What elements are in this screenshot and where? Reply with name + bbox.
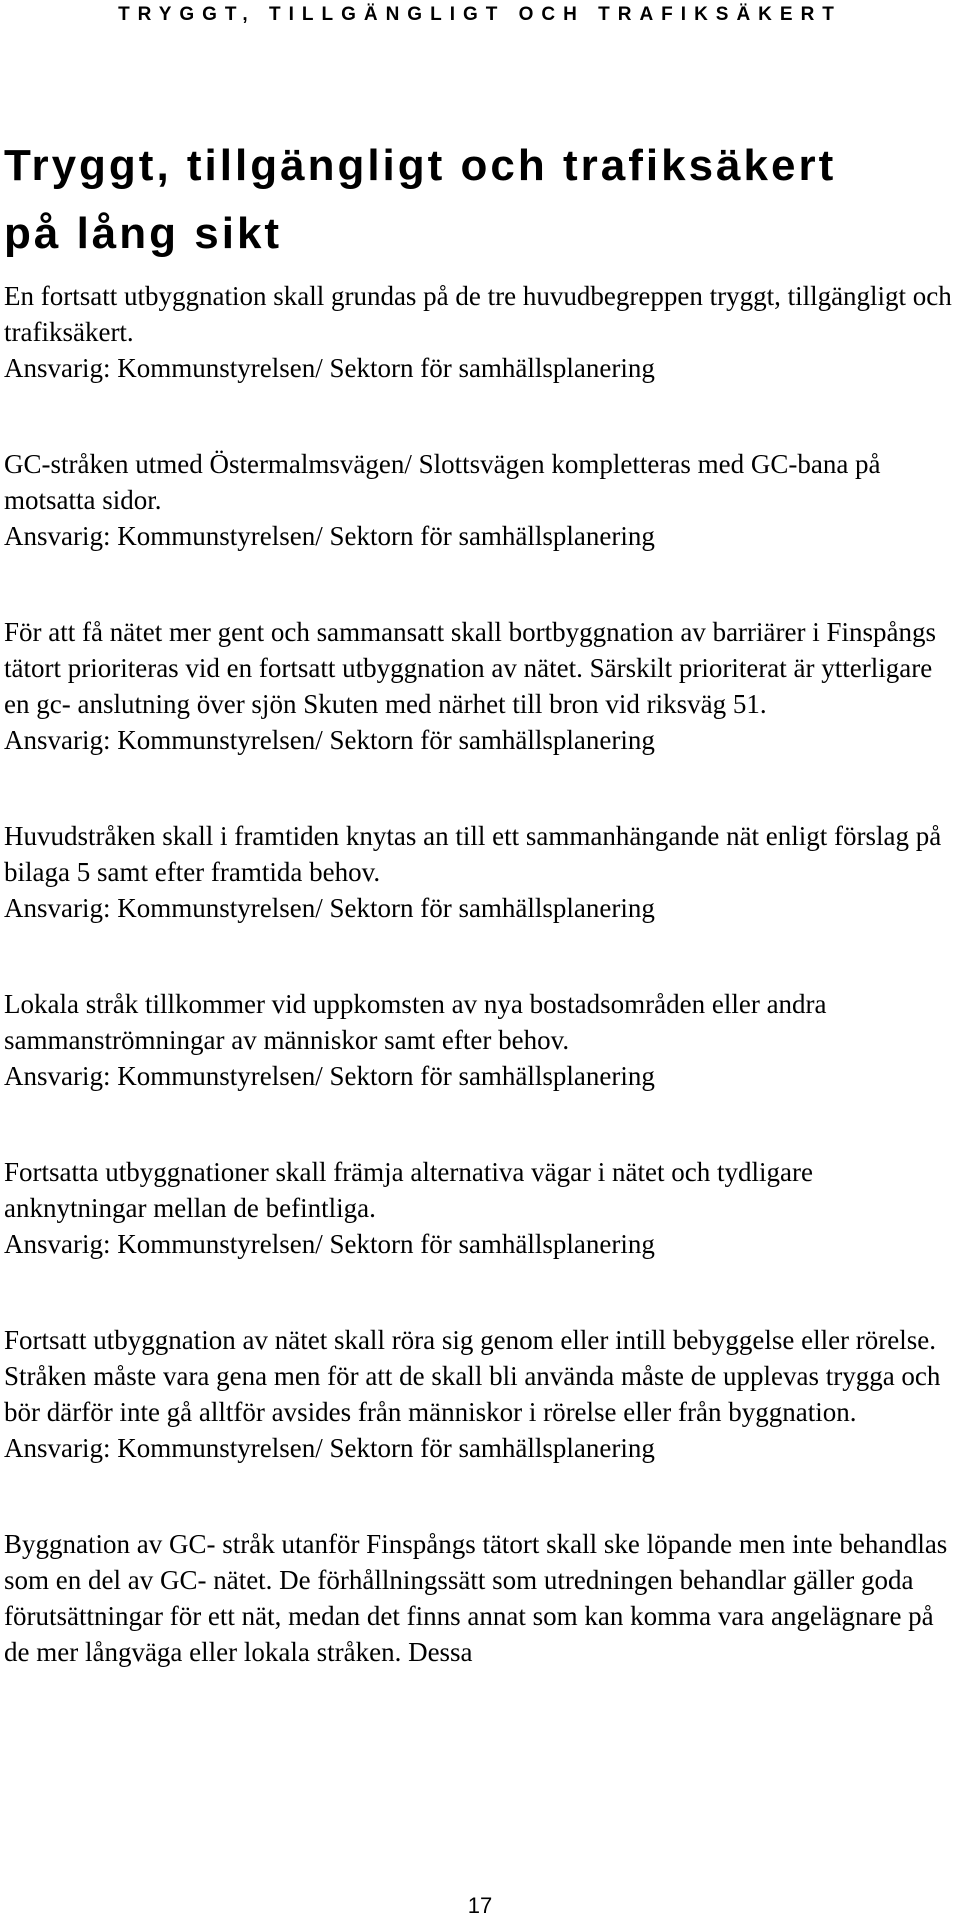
paragraph-block: [4, 986, 956, 1094]
paragraph-block: [4, 614, 956, 758]
paragraph-block: [4, 1154, 956, 1262]
paragraph-block: [4, 1322, 956, 1466]
responsible-line: Ansvarig: Kommunstyrelsen/ Sektorn för samhällsplanering: [4, 893, 655, 923]
section-title: [4, 132, 836, 268]
responsible-line: Ansvarig: Kommunstyrelsen/ Sektorn för samhällsplanering: [4, 353, 655, 383]
paragraph-text: GC-stråken utmed Östermalmsvägen/ Slottsvägen kompletteras med GC-bana på motsatta sidor.: [4, 449, 881, 515]
running-header: TRYGGT, TILLGÄNGLIGT OCH TRAFIKSÄKERT: [118, 4, 842, 25]
responsible-line: Ansvarig: Kommunstyrelsen/ Sektorn för samhällsplanering: [4, 1433, 655, 1463]
paragraph-block: [4, 818, 956, 926]
paragraph-text: Fortsatt utbyggnation av nätet skall röra sig genom eller intill bebyggelse eller rörelse. Stråken måste vara gena men för att de skall bli använda måste de upplevas trygga och bör därför inte gå alltför avsides från människor i rörelse eller från byggnation.: [4, 1325, 941, 1427]
paragraph-text: Fortsatta utbyggnationer skall främja alternativa vägar i nätet och tydligare anknytningar mellan de befintliga.: [4, 1157, 813, 1223]
paragraph-text: Byggnation av GC- stråk utanför Finspångs tätort skall ske löpande men inte behandlas som en del av GC- nätet. De förhållningssätt som utredningen behandlar gäller goda förutsättningar för ett nät, medan det finns annat som kan komma vara angelägnare på de mer långväga eller lokala stråken. Dessa: [4, 1529, 948, 1667]
paragraph-text: För att få nätet mer gent och sammansatt skall bortbyggnation av barriärer i Finspångs tätort prioriteras vid en fortsatt utbyggnation av nätet. Särskilt prioriterat är ytterligare en gc- anslutning över sjön Skuten med närhet till bron vid riksväg 51.: [4, 617, 937, 719]
paragraph-block: [4, 446, 956, 554]
page-number: 17: [467, 1893, 493, 1918]
paragraph-text: Lokala stråk tillkommer vid uppkomsten av nya bostadsområden eller andra sammanströmningar av människor samt efter behov.: [4, 989, 827, 1055]
paragraph-block: [4, 1526, 956, 1670]
responsible-line: Ansvarig: Kommunstyrelsen/ Sektorn för samhällsplanering: [4, 1061, 655, 1091]
paragraph-block: [4, 278, 956, 386]
paragraph-text: Huvudstråken skall i framtiden knytas an till ett sammanhängande nät enligt förslag på bilaga 5 samt efter framtida behov.: [4, 821, 942, 887]
responsible-line: Ansvarig: Kommunstyrelsen/ Sektorn för samhällsplanering: [4, 521, 655, 551]
paragraph-text: En fortsatt utbyggnation skall grundas på de tre huvudbegreppen tryggt, tillgängligt och trafiksäkert.: [4, 281, 952, 347]
responsible-line: Ansvarig: Kommunstyrelsen/ Sektorn för samhällsplanering: [4, 1229, 655, 1259]
section-title-line-2: på lång sikt: [4, 209, 283, 258]
responsible-line: Ansvarig: Kommunstyrelsen/ Sektorn för samhällsplanering: [4, 725, 655, 755]
section-title-line-1: Tryggt, tillgängligt och trafiksäkert: [4, 141, 837, 190]
document-body: [4, 278, 956, 1670]
